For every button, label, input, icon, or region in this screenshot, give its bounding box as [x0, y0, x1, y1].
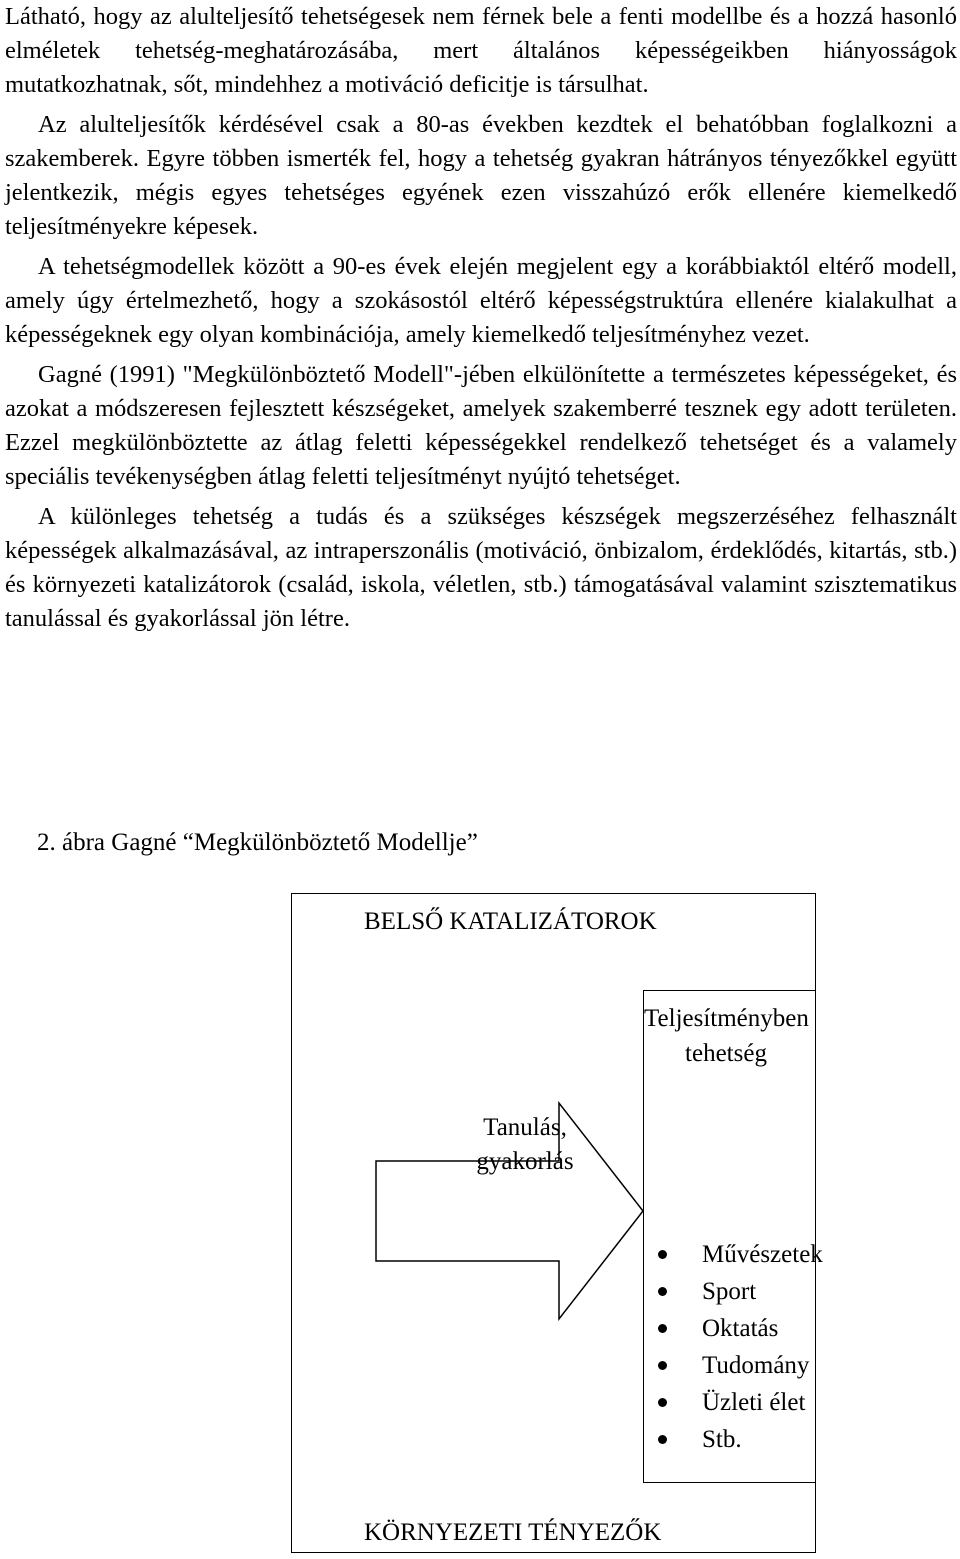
gagne-model-diagram	[291, 893, 823, 1553]
list-item	[658, 1273, 823, 1310]
learning-practice-label	[460, 1111, 590, 1179]
performance-talent-title	[644, 1001, 808, 1071]
list-item	[658, 1384, 823, 1421]
bullet-icon	[658, 1250, 667, 1259]
outcome-title-line-1: Teljesítményben	[644, 1005, 809, 1032]
arrow-label-line-2: gyakorlás	[476, 1148, 574, 1175]
paragraph-underachievers-intro: Látható, hogy az alulteljesítő tehetségesek nem férnek bele a fenti modellbe és a hozzá hasonló elméletek tehetség-meghatározásába, mert általános képességeikben hiányosságok mutatkozhatnak, sőt, mindehhez a motiváció deficitje is társulhat.	[5, 3, 957, 98]
inner-catalysts-label: BELSŐ KATALIZÁTOROK	[364, 908, 657, 935]
domain-label: Üzleti élet	[702, 1389, 806, 1416]
outcome-title-line-2: tehetség	[685, 1040, 767, 1067]
bullet-icon	[658, 1287, 667, 1296]
body-text	[5, 0, 957, 636]
paragraph-90s-model: A tehetségmodellek között a 90-es évek elején megjelent egy a korábbiaktól eltérő modell, amely úgy értelmezhető, hogy a szokásostól eltérő képességstruktúra ellenére kialakulhat a képességeknek egy olyan kombinációja, amely kiemelkedő teljesítményhez vezet.	[5, 253, 957, 348]
figure-caption: 2. ábra Gagné “Megkülönböztető Modellje”	[37, 829, 478, 856]
bullet-icon	[658, 1324, 667, 1333]
list-item	[658, 1236, 823, 1273]
paragraph-underachievers-80s: Az alulteljesítők kérdésével csak a 80-as években kezdtek el behatóbban foglalkozni a szakemberek. Egyre többen ismerték fel, hogy a tehetség gyakran hátrányos tényezőkkel együtt jelentkezik, mégis egyes tehetséges egyének ezen visszahúzó erők ellenére kiemelkedő teljesítményekre képesek.	[5, 111, 957, 240]
performance-talent-box	[643, 990, 823, 1483]
domain-label: Stb.	[702, 1426, 742, 1453]
talent-domain-list	[658, 1236, 823, 1458]
list-item	[658, 1310, 823, 1347]
bullet-icon	[658, 1361, 667, 1370]
domain-label: Művészetek	[702, 1241, 823, 1268]
paragraph-gagne-model: Gagné (1991) "Megkülönböztető Modell"-jében elkülönítette a természetes képességeket, és azokat a módszeresen fejlesztett készségeket, amelyek szakemberré tesznek egy adott területen. Ezzel megkülönböztette az átlag feletti képességekkel rendelkező tehetséget és a valamely speciális tevékenységben átlag feletti teljesítményt nyújtó tehetséget.	[5, 361, 957, 490]
list-item	[658, 1347, 823, 1384]
domain-label: Tudomány	[702, 1352, 810, 1379]
environmental-factors-label: KÖRNYEZETI TÉNYEZŐK	[364, 1519, 662, 1546]
arrow-label-line-1: Tanulás,	[483, 1114, 567, 1141]
paragraph-special-talent: A különleges tehetség a tudás és a szükséges készségek megszerzéséhez felhasznált képességek alkalmazásával, az intraperszonális (motiváció, önbizalom, érdeklődés, kitartás, stb.) és környezeti katalizátorok (család, iskola, véletlen, stb.) támogatásával valamint szisztematikus tanulással és gyakorlással jön létre.	[5, 503, 957, 632]
bullet-icon	[658, 1435, 667, 1444]
bullet-icon	[658, 1398, 667, 1407]
list-item	[658, 1421, 823, 1458]
domain-label: Sport	[702, 1278, 757, 1305]
domain-label: Oktatás	[702, 1315, 779, 1342]
